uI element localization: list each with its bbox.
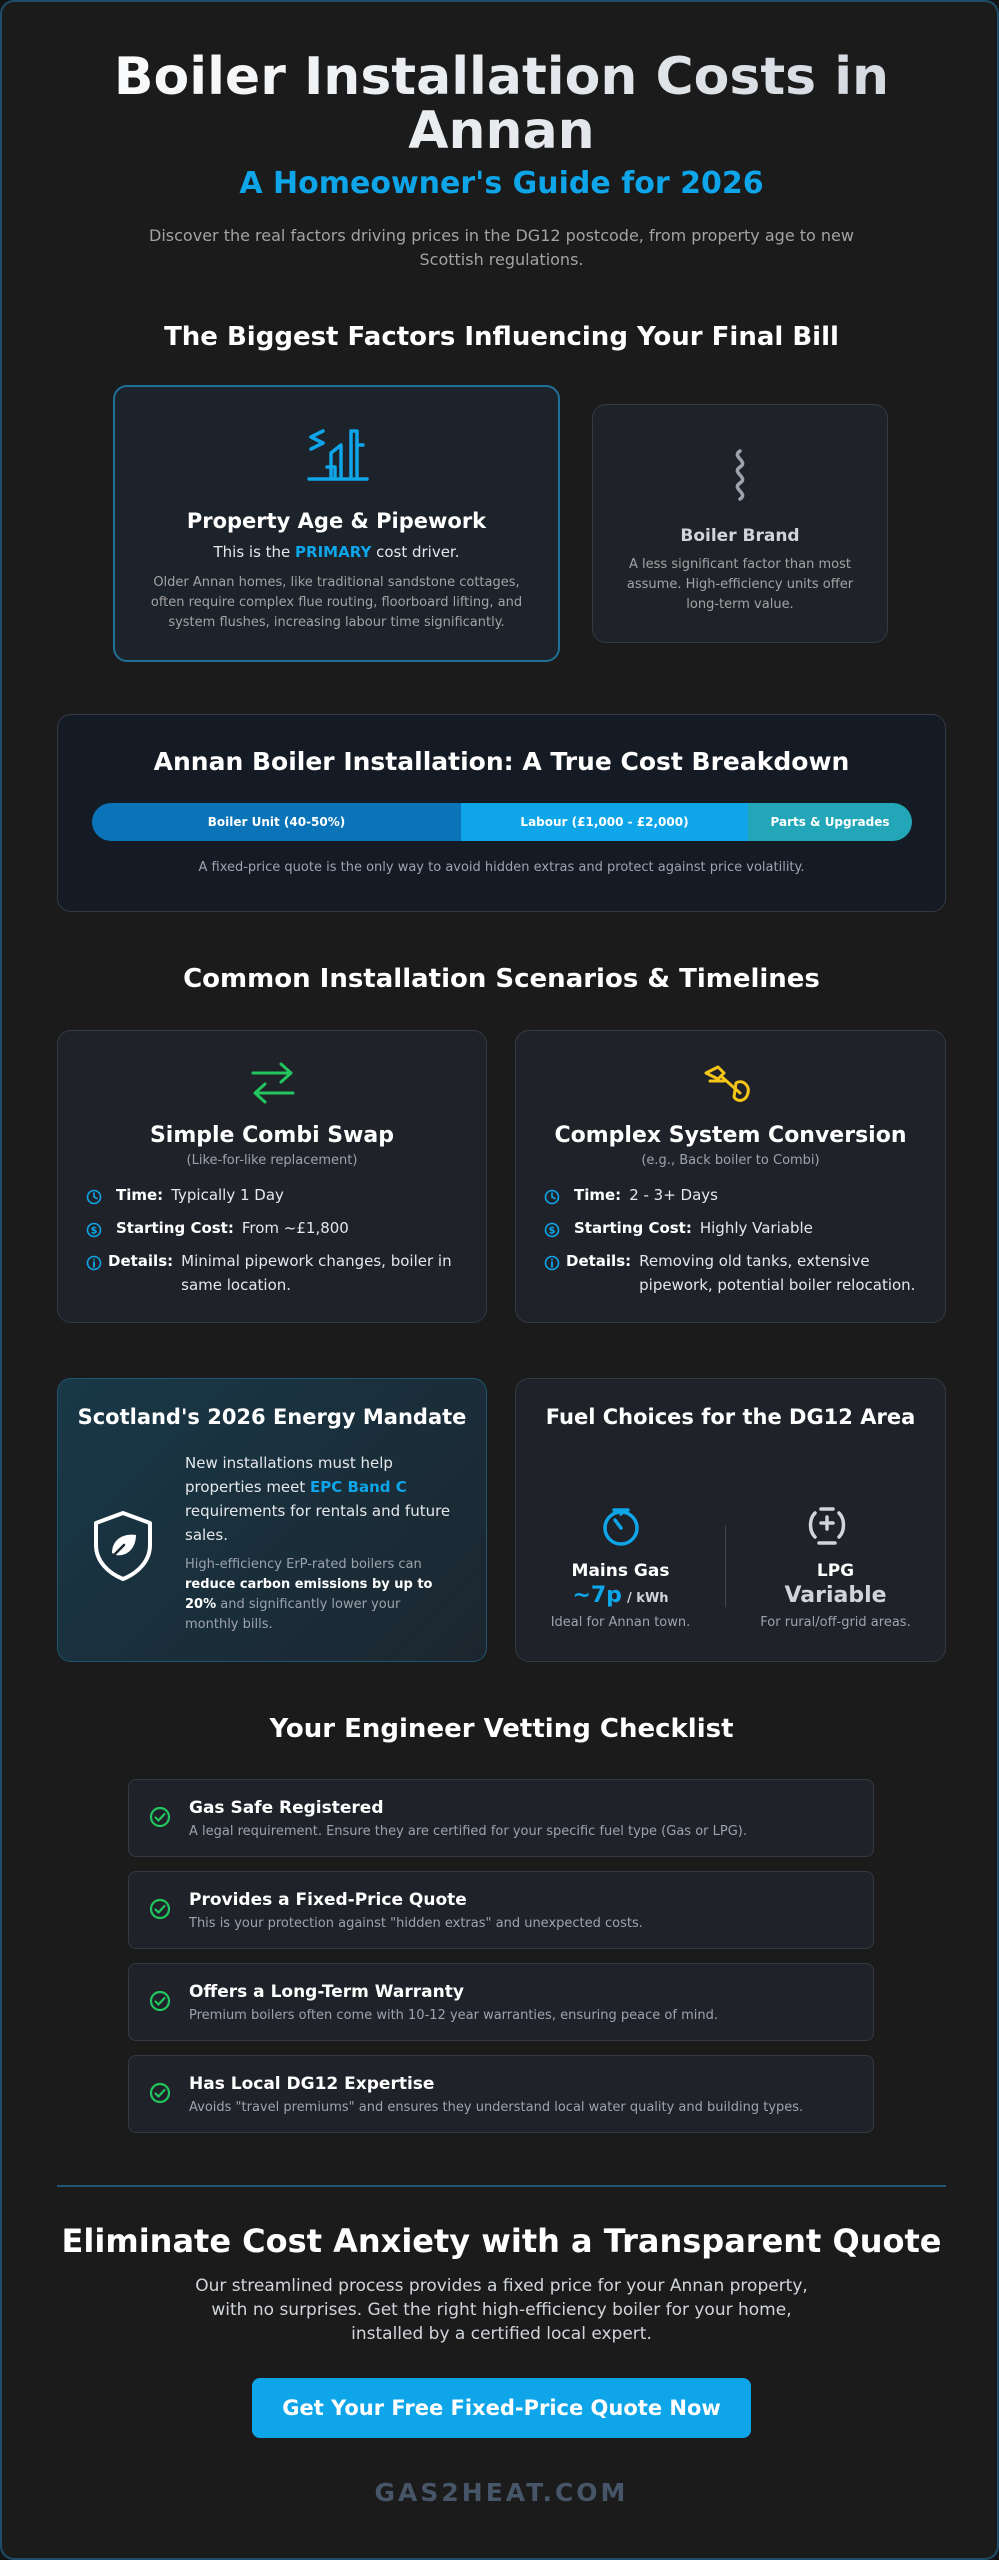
desc-line: A less significant factor than most	[629, 557, 851, 572]
segment-labour: Labour (£1,000 - £2,000)	[461, 803, 748, 841]
lpg-note: For rural/off-grid areas.	[760, 1615, 911, 1630]
details-label: Details:	[108, 1252, 174, 1270]
wrench-tools-icon	[702, 1061, 756, 1109]
checklist-title: Offers a Long-Term Warranty	[189, 1982, 464, 2002]
scenario-details-row	[86, 1249, 452, 1297]
mandate-card	[57, 1378, 487, 1662]
percent-emphasis: 20%	[185, 1597, 217, 1612]
p2-line: reduce carbon emissions by up to	[185, 1577, 433, 1592]
scenario-details-row	[544, 1249, 915, 1297]
gas-price-unit: / kWh	[627, 1591, 669, 1606]
subtitle-pre: This is the	[213, 543, 296, 561]
mandate-paragraph-1	[185, 1451, 475, 1547]
clock-icon	[86, 1183, 108, 1212]
cta-line: installed by a certified local expert.	[351, 2324, 652, 2344]
desc-line: assume. High-efficiency units offer	[626, 577, 854, 592]
mandate-title: Scotland's 2026 Energy Mandate	[77, 1405, 467, 1429]
cost-value: From ~£1,800	[241, 1219, 349, 1237]
title-line-2: Annan	[408, 101, 595, 161]
time-value: 2 - 3+ Days	[629, 1186, 718, 1204]
details-label: Details:	[566, 1252, 632, 1270]
house-pipework-icon	[307, 427, 369, 487]
checklist-item	[128, 1963, 874, 2041]
details-value	[639, 1249, 915, 1297]
scenario-subtitle: (e.g., Back boiler to Combi)	[641, 1153, 820, 1168]
check-circle-icon	[149, 1990, 171, 2016]
intro-line-2: Scottish regulations.	[419, 250, 584, 269]
check-circle-icon	[149, 2082, 171, 2108]
clock-icon	[544, 1183, 566, 1212]
gas-price	[516, 1583, 725, 1608]
checklist-desc: Premium boilers often come with 10-12 year warranties, ensuring peace of mind.	[189, 2008, 718, 2023]
gas-gauge-icon	[600, 1505, 642, 1551]
p2-line: High-efficiency ErP-rated boilers can	[185, 1557, 422, 1572]
scenarios-heading: Common Installation Scenarios & Timelines	[183, 964, 820, 994]
scenario-card-complex-conversion	[515, 1030, 946, 1323]
page-title	[2, 47, 999, 161]
checklist-title: Has Local DG12 Expertise	[189, 2074, 435, 2094]
info-icon	[86, 1249, 108, 1297]
scenario-card-simple-combi	[57, 1030, 487, 1323]
factor-description	[593, 555, 887, 615]
desc-line: long-term value.	[686, 597, 794, 612]
checklist-item	[128, 1779, 874, 1857]
section-divider	[57, 2185, 946, 2187]
checklist-desc: This is your protection against "hidden extras" and unexpected costs.	[189, 1916, 643, 1931]
time-label: Time:	[574, 1186, 622, 1204]
factor-subtitle	[115, 543, 558, 561]
scenario-cost-row	[544, 1216, 813, 1245]
subtitle-post: cost driver.	[371, 543, 460, 561]
segment-parts-upgrades: Parts & Upgrades	[748, 803, 912, 841]
lpg-canister-icon	[805, 1505, 849, 1551]
breakdown-title: Annan Boiler Installation: A True Cost Breakdown	[153, 747, 850, 776]
scenario-cost-row	[86, 1216, 349, 1245]
page-subtitle: A Homeowner's Guide for 2026	[239, 166, 764, 201]
scenario-subtitle: (Like-for-like replacement)	[186, 1153, 358, 1168]
cost-label: Starting Cost:	[574, 1219, 692, 1237]
fuel-title: Fuel Choices for the DG12 Area	[545, 1405, 916, 1429]
intro-line-1: Discover the real factors driving prices in the DG12 postcode, from property age to new	[149, 226, 854, 245]
p1-line	[185, 1475, 475, 1499]
p1-line: New installations must help	[185, 1454, 393, 1472]
p2-line: monthly bills.	[185, 1617, 273, 1632]
breakdown-note: A fixed-price quote is the only way to avoid hidden extras and protect against price volatility.	[198, 860, 805, 875]
mandate-paragraph-2	[185, 1555, 475, 1635]
checklist-item	[128, 1871, 874, 1949]
primary-emphasis: PRIMARY	[295, 543, 372, 561]
p1-pre: properties meet	[185, 1478, 311, 1496]
cta-line: with no surprises. Get the right high-efficiency boiler for your home,	[211, 2300, 792, 2320]
gas-name: Mains Gas	[571, 1561, 670, 1581]
cta-line: Our streamlined process provides a fixed price for your Annan property,	[195, 2276, 808, 2296]
scenario-time-row	[544, 1183, 718, 1212]
cost-breakdown-bar	[92, 803, 912, 841]
brand-footer: GAS2HEAT.COM	[374, 2478, 629, 2507]
checklist-title: Gas Safe Registered	[189, 1798, 384, 1818]
details-line: Removing old tanks, extensive	[639, 1252, 870, 1270]
gas-note: Ideal for Annan town.	[550, 1615, 691, 1630]
check-circle-icon	[149, 1898, 171, 1924]
check-circle-icon	[149, 1806, 171, 1832]
desc-line: system flushes, increasing labour time significantly.	[168, 615, 505, 630]
lpg-price: Variable	[784, 1583, 887, 1608]
factor-title: Property Age & Pipework	[186, 509, 487, 533]
scenario-title: Complex System Conversion	[554, 1123, 907, 1148]
fuel-choices-card	[515, 1378, 946, 1662]
details-line: same location.	[181, 1276, 292, 1294]
get-quote-button[interactable]: Get Your Free Fixed-Price Quote Now	[252, 2378, 751, 2438]
scenario-time-row	[86, 1183, 284, 1212]
cta-description	[152, 2274, 851, 2346]
gas-price-value: ~7p	[572, 1583, 622, 1608]
time-value: Typically 1 Day	[171, 1186, 284, 1204]
factor-card-property-age	[113, 385, 560, 662]
checklist-desc: Avoids "travel premiums" and ensures they understand local water quality and building types.	[189, 2100, 804, 2115]
checklist-heading: Your Engineer Vetting Checklist	[269, 1714, 734, 1744]
svg-text:$: $	[548, 1225, 556, 1237]
p2-line	[185, 1595, 475, 1615]
factor-description	[115, 573, 558, 633]
factor-title: Boiler Brand	[680, 526, 800, 546]
info-icon	[544, 1249, 566, 1297]
shield-leaf-icon	[90, 1509, 156, 1585]
p2-post: and significantly lower your	[216, 1597, 401, 1612]
dollar-icon	[86, 1216, 108, 1245]
p1-line: requirements for rentals and future	[185, 1502, 451, 1520]
cost-label: Starting Cost:	[116, 1219, 234, 1237]
details-line: pipework, potential boiler relocation.	[639, 1276, 916, 1294]
scenario-title: Simple Combi Swap	[149, 1123, 395, 1148]
cost-value: Highly Variable	[699, 1219, 813, 1237]
checklist-item	[128, 2055, 874, 2133]
segment-boiler-unit: Boiler Unit (40-50%)	[92, 803, 461, 841]
factor-card-boiler-brand	[592, 404, 888, 643]
p1-line: sales.	[185, 1526, 228, 1544]
cta-title: Eliminate Cost Anxiety with a Transparent Quote	[61, 2222, 942, 2260]
factors-heading: The Biggest Factors Influencing Your Final Bill	[164, 322, 839, 352]
desc-line: often require complex flue routing, floorboard lifting, and	[150, 595, 523, 610]
cost-breakdown-card	[57, 714, 946, 912]
svg-text:$: $	[90, 1225, 98, 1237]
swap-arrows-icon	[249, 1061, 297, 1109]
intro-text	[122, 224, 881, 272]
epc-band-emphasis: EPC Band C	[310, 1478, 407, 1496]
title-line-1: Boiler Installation Costs in	[113, 47, 890, 107]
details-value	[181, 1249, 451, 1297]
lpg-name: LPG	[816, 1561, 855, 1581]
details-line: Minimal pipework changes, boiler in	[181, 1252, 452, 1270]
checklist-desc: A legal requirement. Ensure they are certified for your specific fuel type (Gas or LPG).	[189, 1824, 747, 1839]
desc-line: Older Annan homes, like traditional sandstone cottages,	[153, 575, 520, 590]
time-label: Time:	[116, 1186, 164, 1204]
squiggle-icon	[729, 449, 751, 505]
checklist-title: Provides a Fixed-Price Quote	[189, 1890, 467, 1910]
dollar-icon	[544, 1216, 566, 1245]
